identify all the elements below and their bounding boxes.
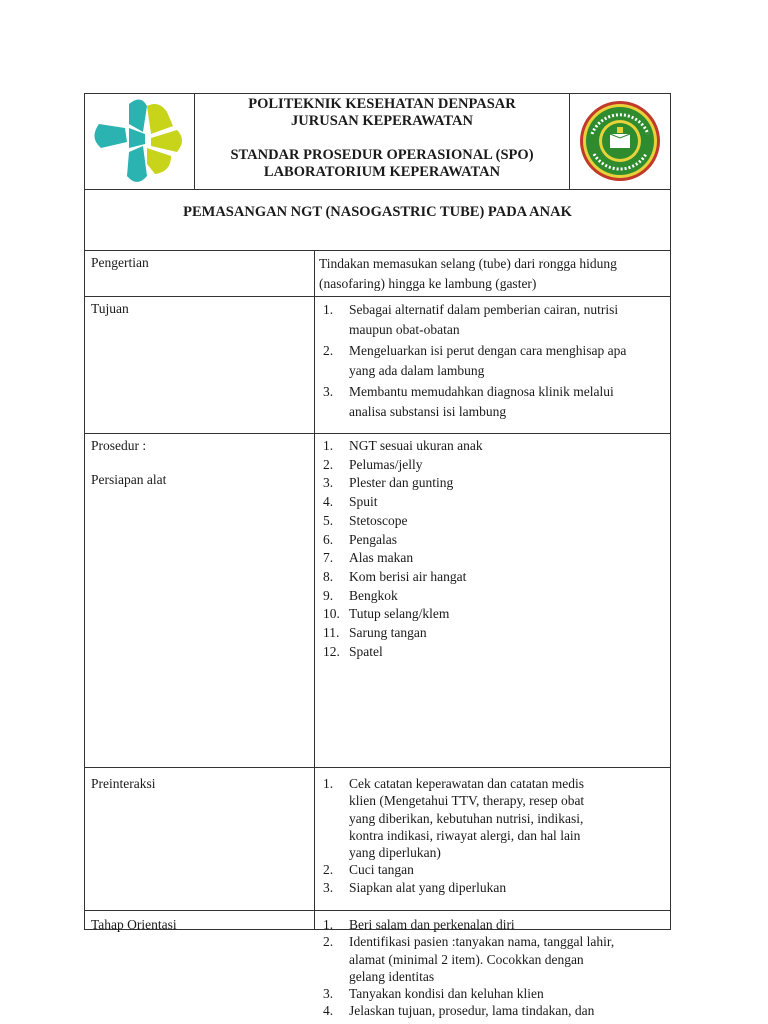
label-preinteraksi: Preinteraksi <box>85 767 315 910</box>
label-tujuan: Tujuan <box>85 296 315 433</box>
value-preinteraksi <box>315 767 670 896</box>
document-header <box>85 93 670 190</box>
list-item: 1. Cek catatan keperawatan dan catatan medis klien (Mengetahui TTV, therapy, resep obat yang diberikan, kebutuhan nutrisi, indikasi, kontra indikasi, riwayat alergi, dan hal lain yang diperlukan) <box>323 776 585 861</box>
row-prosedur <box>85 433 670 768</box>
spo-document <box>84 93 671 1019</box>
procedure-title-row <box>85 188 670 251</box>
orientasi-list <box>319 916 664 1020</box>
document-type: STANDAR PROSEDUR OPERASIONAL (SPO) <box>230 147 534 163</box>
institution-name: POLITEKNIK KESEHATAN DENPASAR <box>248 96 516 112</box>
value-pengertian <box>315 250 670 294</box>
row-preinteraksi <box>85 767 670 911</box>
list-item: 3. Siapkan alat yang diperlukan <box>323 879 507 895</box>
list-item: 12. Spatel <box>323 643 383 659</box>
label-pengertian: Pengertian <box>85 250 315 296</box>
persiapan-alat-label: Persiapan alat <box>91 472 167 487</box>
list-item: 4. Jelaskan tujuan, prosedur, lama tindakan, dan <box>323 1003 595 1019</box>
list-item: 2. Identifikasi pasien :tanyakan nama, tanggal lahir, alamat (minimal 2 item). Cocokkan dengan gelang identitas <box>323 934 615 984</box>
list-item: 1. NGT sesuai ukuran anak <box>323 438 483 453</box>
value-prosedur <box>315 433 670 661</box>
poltekkes-seal-cell <box>570 94 670 189</box>
header-title-block <box>195 94 570 189</box>
list-item: 6. Pengalas <box>323 531 397 547</box>
row-orientasi <box>85 910 670 1019</box>
list-item: 8. Kom berisi air hangat <box>323 568 467 584</box>
pengertian-line-1: Tindakan memasukan selang (tube) dari rongga hidung <box>319 256 617 271</box>
list-item: 2. Cuci tangan <box>323 862 414 878</box>
list-item: 3. Membantu memudahkan diagnosa klinik melalui analisa substansi isi lambung <box>323 384 614 419</box>
value-orientasi <box>315 910 670 1019</box>
list-item: 1. Beri salam dan perkenalan diri <box>323 917 515 932</box>
row-tujuan <box>85 296 670 434</box>
unit-name: LABORATORIUM KEPERAWATAN <box>263 164 501 180</box>
list-item: 11. Sarung tangan <box>323 625 427 641</box>
preinteraksi-list <box>319 775 664 896</box>
tujuan-list <box>319 300 664 422</box>
department-name: JURUSAN KEPERAWATAN <box>291 113 473 129</box>
procedure-title: PEMASANGAN NGT (NASOGASTRIC TUBE) PADA ANAK <box>183 204 572 220</box>
list-item: 10. Tutup selang/klem <box>323 606 450 622</box>
value-tujuan <box>315 296 670 423</box>
list-item: 4. Spuit <box>323 494 378 510</box>
list-item: 2. Mengeluarkan isi perut dengan cara menghisap apa yang ada dalam lambung <box>323 343 627 378</box>
poltekkes-seal-icon <box>570 94 670 189</box>
list-item: 2. Pelumas/jelly <box>323 456 423 472</box>
list-item: 3. Tanyakan kondisi dan keluhan klien <box>323 986 544 1002</box>
list-item: 1. Sebagai alternatif dalam pemberian cairan, nutrisi maupun obat-obatan <box>323 302 619 337</box>
label-prosedur <box>85 433 315 767</box>
label-orientasi: Tahap Orientasi <box>85 910 315 929</box>
row-pengertian <box>85 250 670 297</box>
alat-list <box>319 437 664 661</box>
list-item: 3. Plester dan gunting <box>323 475 454 491</box>
pengertian-line-2: (nasofaring) hingga ke lambung (gaster) <box>319 276 537 291</box>
ministry-logo-cell <box>85 94 195 189</box>
prosedur-label: Prosedur : <box>91 438 147 453</box>
ministry-logo-icon <box>85 94 195 189</box>
list-item: 9. Bengkok <box>323 587 398 603</box>
list-item: 5. Stetoscope <box>323 512 408 528</box>
list-item: 7. Alas makan <box>323 550 414 566</box>
